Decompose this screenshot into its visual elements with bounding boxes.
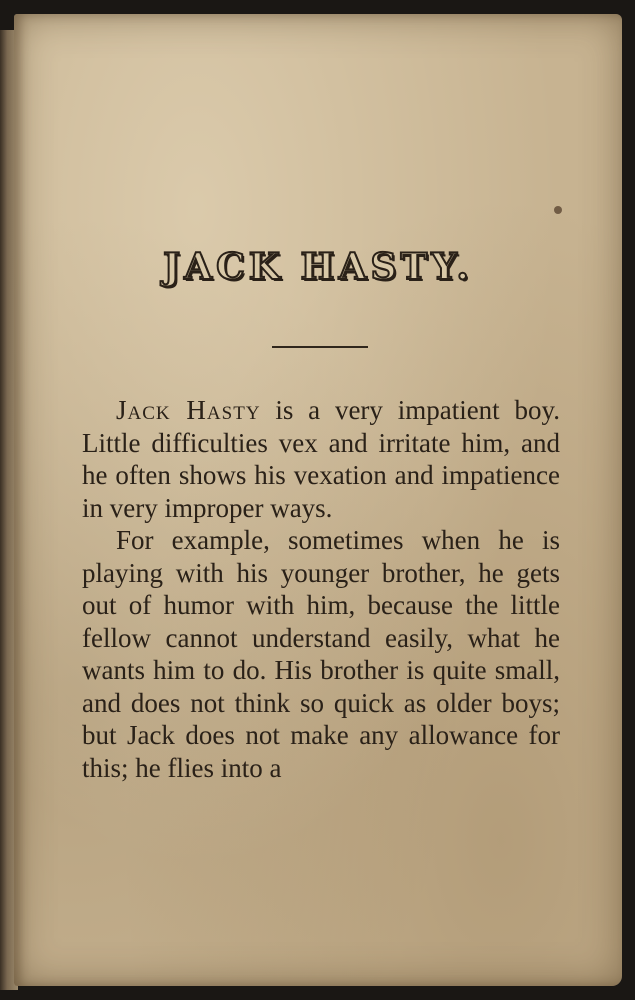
title-rule [272,346,368,348]
paragraph-text: For example, sometimes when he is playing with his younger brother, he gets out of humor with him, because the little fellow cannot understand easily, what he wants him to do. His brother is quite small, and does not think so quick as older boys; but Jack does not make any allowance for this; he flies into a [82,525,560,783]
body-text [82,394,560,784]
paragraph-lead: Jack Hasty [116,395,261,425]
paragraph-text: is a very impatient boy. Little difficulties vex and irritate him, and he often shows his vexation and impatience in very improper ways. [82,395,560,523]
page-title: JACK HASTY. [163,246,473,288]
book-page [14,14,622,986]
paragraph-2 [82,524,560,784]
paragraph-1 [82,394,560,524]
ink-spot [554,206,562,214]
